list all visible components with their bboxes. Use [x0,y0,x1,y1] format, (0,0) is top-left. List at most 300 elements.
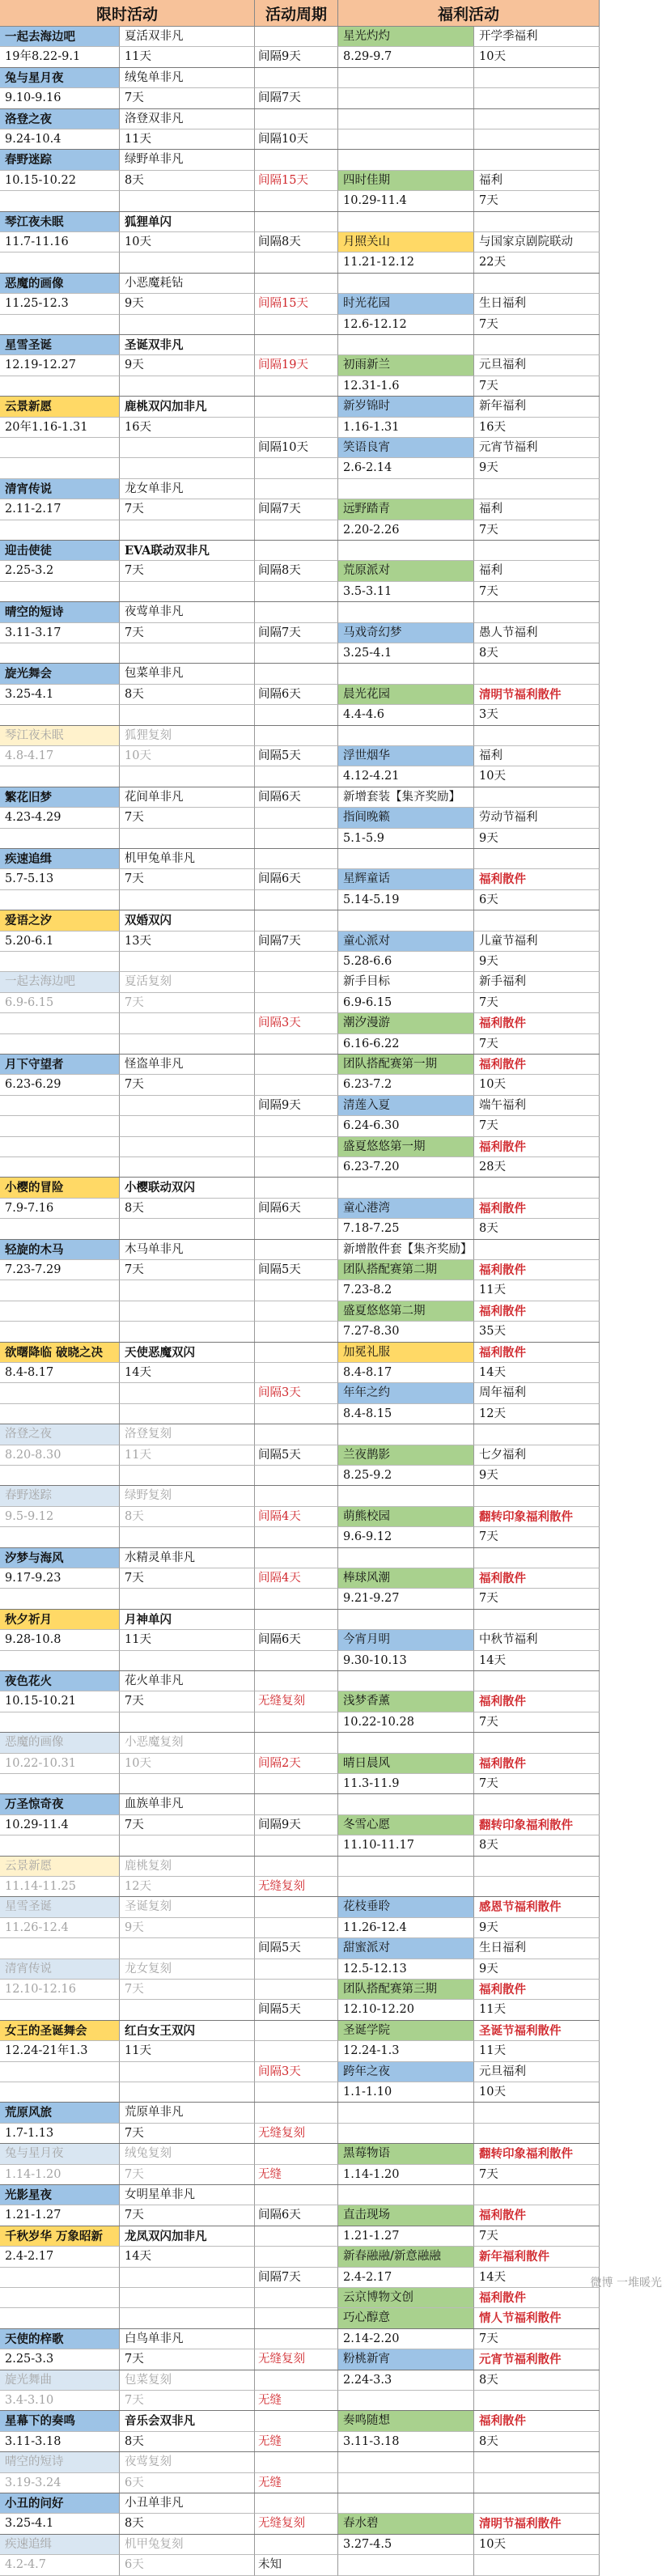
welfare-name-cell: 新春融融/新意融融 [338,2247,474,2267]
welfare-name-cell [338,335,474,355]
welfare-detail-cell: 14天 [474,2268,600,2288]
welfare-detail-cell: 10天 [474,1075,600,1095]
event-name-cell: 3.11-3.17 [0,623,120,643]
welfare-name-cell [338,150,474,170]
event-detail-cell: 绒兔复刻 [120,2144,255,2164]
event-name-cell [0,643,120,664]
event-detail-cell: 7天 [120,499,255,520]
event-detail-cell [120,253,255,273]
event-name-cell: 9.24-10.4 [0,129,120,150]
welfare-detail-cell: 7天 [474,2226,600,2247]
event-name-cell [0,582,120,602]
welfare-name-cell: 今宵月明 [338,1630,474,1650]
welfare-detail-cell [474,2103,600,2123]
cycle-cell [255,1486,338,1506]
event-name-cell [0,2268,120,2288]
welfare-name-cell: 晨光花园 [338,685,474,705]
event-name-cell: 天使的梓歌 [0,2329,120,2349]
cycle-cell [255,972,338,992]
welfare-name-cell: 5.1-5.9 [338,829,474,849]
cycle-cell [255,335,338,355]
welfare-detail-cell: 端午福利 [474,1096,600,1116]
event-name-cell: 5.20-6.1 [0,932,120,952]
event-name-cell: 晴空的短诗 [0,602,120,622]
event-detail-cell [120,1404,255,1424]
event-detail-cell: 7天 [120,993,255,1013]
event-detail-cell: 7天 [120,808,255,828]
welfare-detail-cell [474,479,600,499]
cycle-cell [255,1363,338,1383]
event-detail-cell: 6天 [120,2473,255,2493]
event-name-cell: 恶魔的画像 [0,274,120,294]
event-detail-cell [120,2288,255,2308]
event-name-cell: 恶魔的画像 [0,1733,120,1753]
event-detail-cell: 圣诞双非凡 [120,335,255,355]
welfare-detail-cell [474,129,600,150]
welfare-detail-cell [474,1794,600,1814]
event-detail-cell: 10天 [120,1754,255,1774]
event-detail-cell [120,2268,255,2288]
cycle-cell [255,1301,338,1322]
welfare-name-cell: 远野踏青 [338,499,474,520]
weibo-watermark: 微博 一堆暖光 [590,2277,662,2290]
welfare-detail-cell: 新年福利 [474,397,600,417]
event-name-cell: 10.29-11.4 [0,1815,120,1835]
event-name-cell: 洛登之夜 [0,1424,120,1445]
cycle-cell [255,2226,338,2247]
event-name-cell: 汐梦与海风 [0,1548,120,1568]
welfare-name-cell: 盛夏悠悠第二期 [338,1301,474,1322]
event-name-cell: 10.22-10.31 [0,1754,120,1774]
event-detail-cell: 小恶魔耗钻 [120,274,255,294]
welfare-name-cell [338,2555,474,2575]
event-detail-cell [120,2082,255,2103]
welfare-detail-cell: 儿童节福利 [474,932,600,952]
welfare-detail-cell: 12天 [474,1404,600,1424]
welfare-detail-cell: 清明节福利散件 [474,685,600,705]
cycle-cell: 间隔2天 [255,1754,338,1774]
cycle-cell: 间隔5天 [255,746,338,766]
welfare-detail-cell: 翻转印象福利散件 [474,1815,600,1835]
event-detail-cell: 9天 [120,294,255,314]
event-detail-cell: 包菜复刻 [120,2370,255,2391]
cycle-cell [255,1424,338,1445]
welfare-detail-cell: 愚人节福利 [474,623,600,643]
welfare-name-cell: 12.10-12.20 [338,2000,474,2020]
cycle-cell: 间隔9天 [255,1096,338,1116]
event-name-cell: 女王的圣诞舞会 [0,2021,120,2041]
event-name-cell: 星幕下的奏鸣 [0,2411,120,2431]
welfare-name-cell: 甜蜜派对 [338,1938,474,1959]
event-detail-cell: 12天 [120,1877,255,1897]
welfare-detail-cell: 14天 [474,1651,600,1671]
event-name-cell: 10.15-10.22 [0,171,120,191]
cycle-cell: 间隔7天 [255,499,338,520]
event-detail-cell: 夜莺单非凡 [120,602,255,622]
welfare-detail-cell: 7天 [474,993,600,1013]
event-detail-cell: 8天 [120,2514,255,2534]
welfare-name-cell [338,2124,474,2144]
cycle-cell [255,27,338,47]
event-name-cell: 11.7-11.16 [0,232,120,253]
cycle-cell: 间隔19天 [255,355,338,376]
welfare-detail-cell: 与国家京剧院联动 [474,232,600,253]
cycle-cell [255,1137,338,1157]
cycle-cell [255,2247,338,2267]
welfare-detail-cell: 新手福利 [474,972,600,992]
event-detail-cell: 7天 [120,2165,255,2185]
cycle-cell [255,705,338,725]
welfare-name-cell: 10.22-10.28 [338,1712,474,1733]
welfare-detail-cell: 7天 [474,1712,600,1733]
welfare-name-cell: 团队搭配赛第一期 [338,1055,474,1075]
cycle-cell [255,1178,338,1198]
welfare-detail-cell [474,1857,600,1877]
event-detail-cell: 7天 [120,2124,255,2144]
welfare-name-cell: 12.6-12.12 [338,315,474,335]
header-cycle: 活动周期 [255,0,338,27]
event-name-cell: 清宵传说 [0,1959,120,1980]
cycle-cell: 未知 [255,2555,338,2575]
event-name-cell [0,1034,120,1055]
welfare-name-cell [338,2103,474,2123]
welfare-detail-cell: 翻转印象福利散件 [474,2144,600,2164]
cycle-cell [255,1589,338,1609]
cycle-cell: 间隔9天 [255,1815,338,1835]
cycle-cell [255,253,338,273]
cycle-cell: 间隔5天 [255,1445,338,1466]
welfare-name-cell [338,212,474,232]
welfare-detail-cell: 感恩节福利散件 [474,1897,600,1917]
welfare-name-cell: 2.6-2.14 [338,458,474,478]
event-name-cell: 疾速追缉 [0,2535,120,2555]
cycle-cell [255,376,338,397]
cycle-cell: 间隔3天 [255,1013,338,1033]
event-detail-cell [120,1096,255,1116]
cycle-cell [255,2452,338,2472]
welfare-detail-cell: 福利散件 [474,1301,600,1322]
event-detail-cell: 11天 [120,1445,255,1466]
welfare-name-cell: 12.5-12.13 [338,1959,474,1980]
welfare-name-cell: 加冕礼服 [338,1343,474,1363]
welfare-name-cell: 巧心醇意 [338,2308,474,2328]
event-name-cell: 月下守望者 [0,1055,120,1075]
welfare-name-cell: 5.28-6.6 [338,952,474,972]
event-name-cell [0,1096,120,1116]
welfare-detail-cell [474,787,600,808]
event-detail-cell [120,1712,255,1733]
cycle-cell: 间隔8天 [255,561,338,581]
welfare-name-cell [338,664,474,684]
event-detail-cell: 7天 [120,1260,255,1280]
welfare-name-cell: 6.9-6.15 [338,993,474,1013]
welfare-detail-cell [474,2473,600,2493]
event-name-cell [0,1527,120,1547]
cycle-cell [255,1527,338,1547]
event-detail-cell: 月神单闪 [120,1610,255,1630]
welfare-name-cell: 时光花园 [338,294,474,314]
welfare-detail-cell [474,2452,600,2472]
welfare-detail-cell: 11天 [474,2041,600,2061]
event-detail-cell: 8天 [120,2432,255,2452]
welfare-name-cell: 团队搭配赛第三期 [338,1980,474,2000]
event-detail-cell: 7天 [120,1980,255,2000]
event-detail-cell: 11天 [120,47,255,67]
welfare-detail-cell: 新年福利散件 [474,2247,600,2267]
event-name-cell: 旋光舞曲 [0,2370,120,2391]
cycle-cell: 间隔5天 [255,1260,338,1280]
event-name-cell: 3.19-3.24 [0,2473,120,2493]
event-name-cell: 光影星夜 [0,2185,120,2205]
event-name-cell [0,1938,120,1959]
welfare-name-cell: 2.14-2.20 [338,2329,474,2349]
welfare-detail-cell: 10天 [474,2082,600,2103]
welfare-name-cell: 星光灼灼 [338,27,474,47]
event-detail-cell [120,438,255,458]
welfare-detail-cell: 福利散件 [474,1013,600,1033]
event-detail-cell: 花火单非凡 [120,1671,255,1691]
welfare-detail-cell: 周年福利 [474,1383,600,1403]
event-name-cell [0,1404,120,1424]
welfare-detail-cell: 福利散件 [474,1980,600,2000]
event-name-cell: 迎击使徒 [0,541,120,561]
cycle-cell: 无缝复刻 [255,2349,338,2370]
welfare-detail-cell [474,1548,600,1568]
welfare-name-cell: 8.29-9.7 [338,47,474,67]
event-name-cell: 星雪圣诞 [0,335,120,355]
event-name-cell [0,1774,120,1794]
welfare-detail-cell [474,1240,600,1260]
event-name-cell [0,952,120,972]
event-name-cell: 8.20-8.30 [0,1445,120,1466]
welfare-detail-cell: 福利散件 [474,1199,600,1219]
cycle-cell [255,2041,338,2061]
cycle-cell: 间隔4天 [255,1568,338,1589]
welfare-detail-cell: 7天 [474,1034,600,1055]
welfare-detail-cell: 福利散件 [474,1691,600,1712]
welfare-name-cell: 四时佳期 [338,171,474,191]
event-detail-cell: EVA联动双非凡 [120,541,255,561]
event-name-cell: 2.25-3.2 [0,561,120,581]
welfare-name-cell [338,2391,474,2411]
cycle-cell [255,1857,338,1877]
welfare-detail-cell: 福利散件 [474,2205,600,2226]
event-detail-cell [120,829,255,849]
event-detail-cell [120,1013,255,1033]
event-detail-cell: 血族单非凡 [120,1794,255,1814]
welfare-name-cell: 笑语良宵 [338,438,474,458]
event-name-cell: 3.4-3.10 [0,2391,120,2411]
event-detail-cell: 11天 [120,129,255,150]
event-detail-cell: 7天 [120,623,255,643]
event-detail-cell: 狐狸复刻 [120,726,255,746]
event-name-cell [0,2000,120,2020]
event-name-cell: 2.25-3.3 [0,2349,120,2370]
welfare-detail-cell [474,2493,600,2514]
event-name-cell: 10.15-10.21 [0,1691,120,1712]
event-detail-cell: 16天 [120,418,255,438]
welfare-detail-cell: 16天 [474,418,600,438]
welfare-name-cell: 12.31-1.6 [338,376,474,397]
welfare-name-cell: 6.16-6.22 [338,1034,474,1055]
welfare-name-cell [338,88,474,108]
welfare-name-cell: 11.3-11.9 [338,1774,474,1794]
welfare-name-cell: 4.4-4.6 [338,705,474,725]
event-name-cell [0,829,120,849]
event-name-cell: 秋夕祈月 [0,1610,120,1630]
welfare-detail-cell [474,88,600,108]
welfare-detail-cell: 7天 [474,1116,600,1136]
welfare-detail-cell [474,1733,600,1753]
welfare-detail-cell: 8天 [474,2370,600,2391]
welfare-name-cell: 6.23-7.2 [338,1075,474,1095]
welfare-name-cell: 跨年之夜 [338,2062,474,2082]
event-name-cell: 琴江夜未眠 [0,726,120,746]
cycle-cell [255,1466,338,1486]
cycle-cell [255,890,338,910]
welfare-name-cell: 7.18-7.25 [338,1219,474,1239]
cycle-cell [255,150,338,170]
cycle-cell [255,1794,338,1814]
cycle-cell [255,1733,338,1753]
event-detail-cell [120,191,255,211]
event-name-cell: 12.24-21年1.3 [0,2041,120,2061]
event-detail-cell: 女明星单非凡 [120,2185,255,2205]
event-name-cell [0,890,120,910]
cycle-cell: 间隔7天 [255,2268,338,2288]
event-name-cell: 星雪圣诞 [0,1897,120,1917]
welfare-name-cell: 荒原派对 [338,561,474,581]
welfare-name-cell [338,68,474,88]
event-name-cell [0,1835,120,1856]
event-name-cell: 20年1.16-1.31 [0,418,120,438]
event-name-cell: 夜色花火 [0,1671,120,1691]
event-detail-cell: 绿野复刻 [120,1486,255,1506]
cycle-cell [255,1774,338,1794]
event-name-cell: 12.19-12.27 [0,355,120,376]
event-detail-cell: 7天 [120,2391,255,2411]
welfare-detail-cell [474,1610,600,1630]
cycle-cell [255,849,338,869]
welfare-name-cell: 花枝垂聆 [338,1897,474,1917]
welfare-detail-cell: 7天 [474,1774,600,1794]
welfare-name-cell: 9.6-9.12 [338,1527,474,1547]
cycle-cell [255,1055,338,1075]
event-name-cell: 琴江夜未眠 [0,212,120,232]
cycle-cell: 无缝复刻 [255,1877,338,1897]
welfare-name-cell: 童心港湾 [338,1199,474,1219]
welfare-detail-cell [474,1877,600,1897]
cycle-cell: 间隔8天 [255,232,338,253]
cycle-cell: 间隔4天 [255,1507,338,1527]
welfare-detail-cell: 9天 [474,1466,600,1486]
welfare-detail-cell: 清明节福利散件 [474,2514,600,2534]
event-detail-cell: 14天 [120,2247,255,2267]
cycle-cell [255,1280,338,1301]
event-detail-cell: 机甲兔复刻 [120,2535,255,2555]
cycle-cell [255,643,338,664]
welfare-detail-cell [474,1671,600,1691]
event-detail-cell: 7天 [120,88,255,108]
cycle-cell [255,952,338,972]
event-detail-cell [120,1219,255,1239]
welfare-name-cell: 盛夏悠悠第一期 [338,1137,474,1157]
event-detail-cell [120,582,255,602]
event-name-cell: 3.11-3.18 [0,2432,120,2452]
cycle-cell: 无缝 [255,2432,338,2452]
event-detail-cell [120,2308,255,2328]
welfare-detail-cell: 10天 [474,47,600,67]
welfare-detail-cell: 福利 [474,171,600,191]
event-detail-cell: 龙女复刻 [120,1959,255,1980]
welfare-detail-cell [474,910,600,931]
cycle-cell: 间隔6天 [255,1630,338,1650]
welfare-detail-cell: 元宵节福利 [474,438,600,458]
welfare-name-cell: 星辉童话 [338,869,474,889]
event-detail-cell: 双婚双闪 [120,910,255,931]
event-name-cell: 轻旋的木马 [0,1240,120,1260]
welfare-detail-cell: 福利散件 [474,1343,600,1363]
welfare-name-cell: 11.21-12.12 [338,253,474,273]
welfare-name-cell: 萌熊校园 [338,1507,474,1527]
welfare-name-cell: 直击现场 [338,2205,474,2226]
cycle-cell [255,1343,338,1363]
welfare-name-cell [338,910,474,931]
event-name-cell: 6.23-6.29 [0,1075,120,1095]
welfare-name-cell: 5.14-5.19 [338,890,474,910]
event-name-cell [0,1322,120,1342]
cycle-cell [255,1959,338,1980]
event-name-cell: 7.23-7.29 [0,1260,120,1280]
event-name-cell [0,2062,120,2082]
welfare-name-cell [338,1178,474,1198]
welfare-detail-cell: 福利散件 [474,1754,600,1774]
event-detail-cell: 7天 [120,1815,255,1835]
welfare-name-cell: 1.21-1.27 [338,2226,474,2247]
event-name-cell: 12.10-12.16 [0,1980,120,2000]
welfare-name-cell: 3.27-4.5 [338,2535,474,2555]
cycle-cell [255,1918,338,1938]
welfare-detail-cell [474,274,600,294]
cycle-cell: 间隔6天 [255,1199,338,1219]
event-detail-cell: 11天 [120,2041,255,2061]
welfare-name-cell: 3.5-3.11 [338,582,474,602]
welfare-detail-cell: 7天 [474,520,600,541]
cycle-cell [255,1157,338,1178]
event-name-cell: 11.25-12.3 [0,294,120,314]
welfare-detail-cell: 福利散件 [474,2411,600,2431]
welfare-name-cell: 7.27-8.30 [338,1322,474,1342]
welfare-name-cell [338,1794,474,1814]
event-detail-cell: 10天 [120,232,255,253]
welfare-detail-cell: 8天 [474,643,600,664]
event-detail-cell: 龙凤双闪加非凡 [120,2226,255,2247]
welfare-detail-cell: 9天 [474,1918,600,1938]
welfare-name-cell: 9.21-9.27 [338,1589,474,1609]
welfare-name-cell: 2.24-3.3 [338,2370,474,2391]
welfare-name-cell: 新岁锦时 [338,397,474,417]
cycle-cell [255,829,338,849]
welfare-name-cell [338,1857,474,1877]
event-name-cell: 欲曙降临 破晓之决 [0,1343,120,1363]
welfare-detail-cell [474,849,600,869]
event-name-cell: 兔与星月夜 [0,68,120,88]
cycle-cell [255,458,338,478]
welfare-detail-cell: 圣诞节福利散件 [474,2021,600,2041]
welfare-detail-cell: 7天 [474,582,600,602]
welfare-detail-cell [474,2555,600,2575]
event-name-cell: 7.9-7.16 [0,1199,120,1219]
